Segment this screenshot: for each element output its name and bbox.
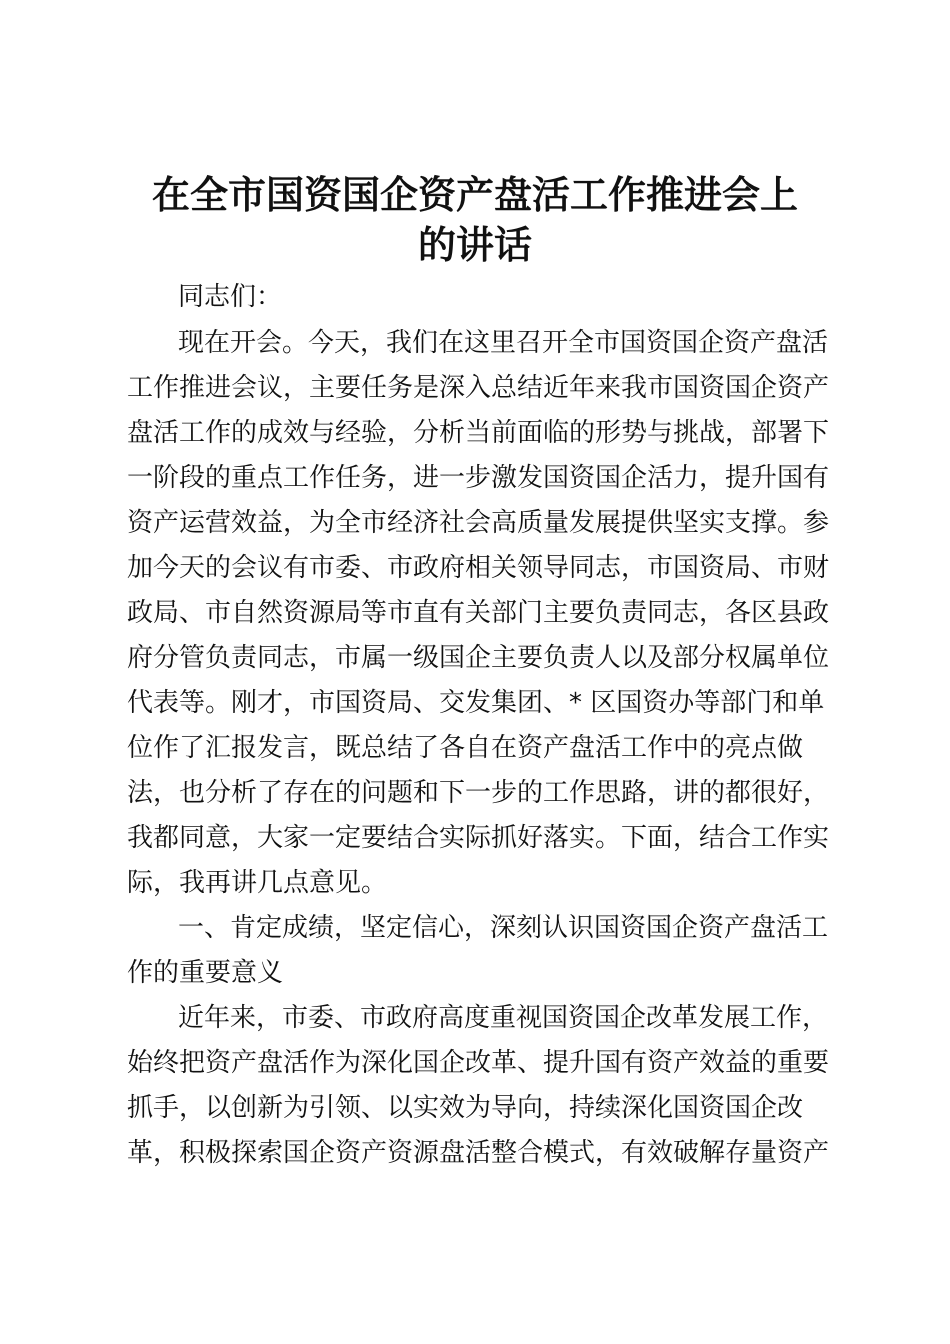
paragraph-line: 际，我再讲几点意见。 — [127, 868, 388, 898]
paragraph-line: 资产运营效益，为全市经济社会高质量发展提供坚实支撑。参 — [127, 508, 830, 538]
paragraph-line: 府分管负责同志，市属一级国企主要负责人以及部分权属单位 — [127, 643, 830, 673]
paragraph-line: 现在开会。今天，我们在这里召开全市国资国企资产盘活 — [178, 328, 829, 358]
document-title-line-1: 在全市国资国企资产盘活工作推进会上 — [151, 173, 798, 217]
salutation: 同志们： — [178, 282, 283, 312]
paragraph-line: 革，积极探索国企资产资源盘活整合模式，有效破解存量资产 — [127, 1138, 830, 1168]
paragraph-line: 代表等。刚才，市国资局、交发集团、* 区国资办等部门和单 — [127, 688, 825, 718]
section-heading-line: 一、肯定成绩，坚定信心，深刻认识国资国企资产盘活工 — [178, 913, 829, 943]
paragraph-line: 法，也分析了存在的问题和下一步的工作思路，讲的都很好， — [127, 778, 830, 808]
paragraph-line: 我都同意，大家一定要结合实际抓好落实。下面，结合工作实 — [127, 823, 830, 853]
paragraph-line: 政局、市自然资源局等市直有关部门主要负责同志，各区县政 — [127, 598, 830, 628]
paragraph-line: 位作了汇报发言，既总结了各自在资产盘活工作中的亮点做 — [127, 733, 804, 763]
paragraph-line: 工作推进会议，主要任务是深入总结近年来我市国资国企资产 — [127, 373, 830, 403]
paragraph-line: 始终把资产盘活作为深化国企改革、提升国有资产效益的重要 — [127, 1048, 830, 1078]
paragraph-line: 加今天的会议有市委、市政府相关领导同志，市国资局、市财 — [127, 553, 830, 583]
section-heading-line: 作的重要意义 — [127, 958, 284, 988]
paragraph-line: 抓手，以创新为引领、以实效为导向，持续深化国资国企改 — [127, 1093, 804, 1123]
paragraph-line: 近年来，市委、市政府高度重视国资国企改革发展工作， — [178, 1003, 829, 1033]
paragraph-line: 一阶段的重点工作任务，进一步激发国资国企活力，提升国有 — [127, 463, 830, 493]
document-title-line-2: 的讲话 — [417, 223, 532, 267]
paragraph-line: 盘活工作的成效与经验，分析当前面临的形势与挑战，部署下 — [127, 418, 830, 448]
